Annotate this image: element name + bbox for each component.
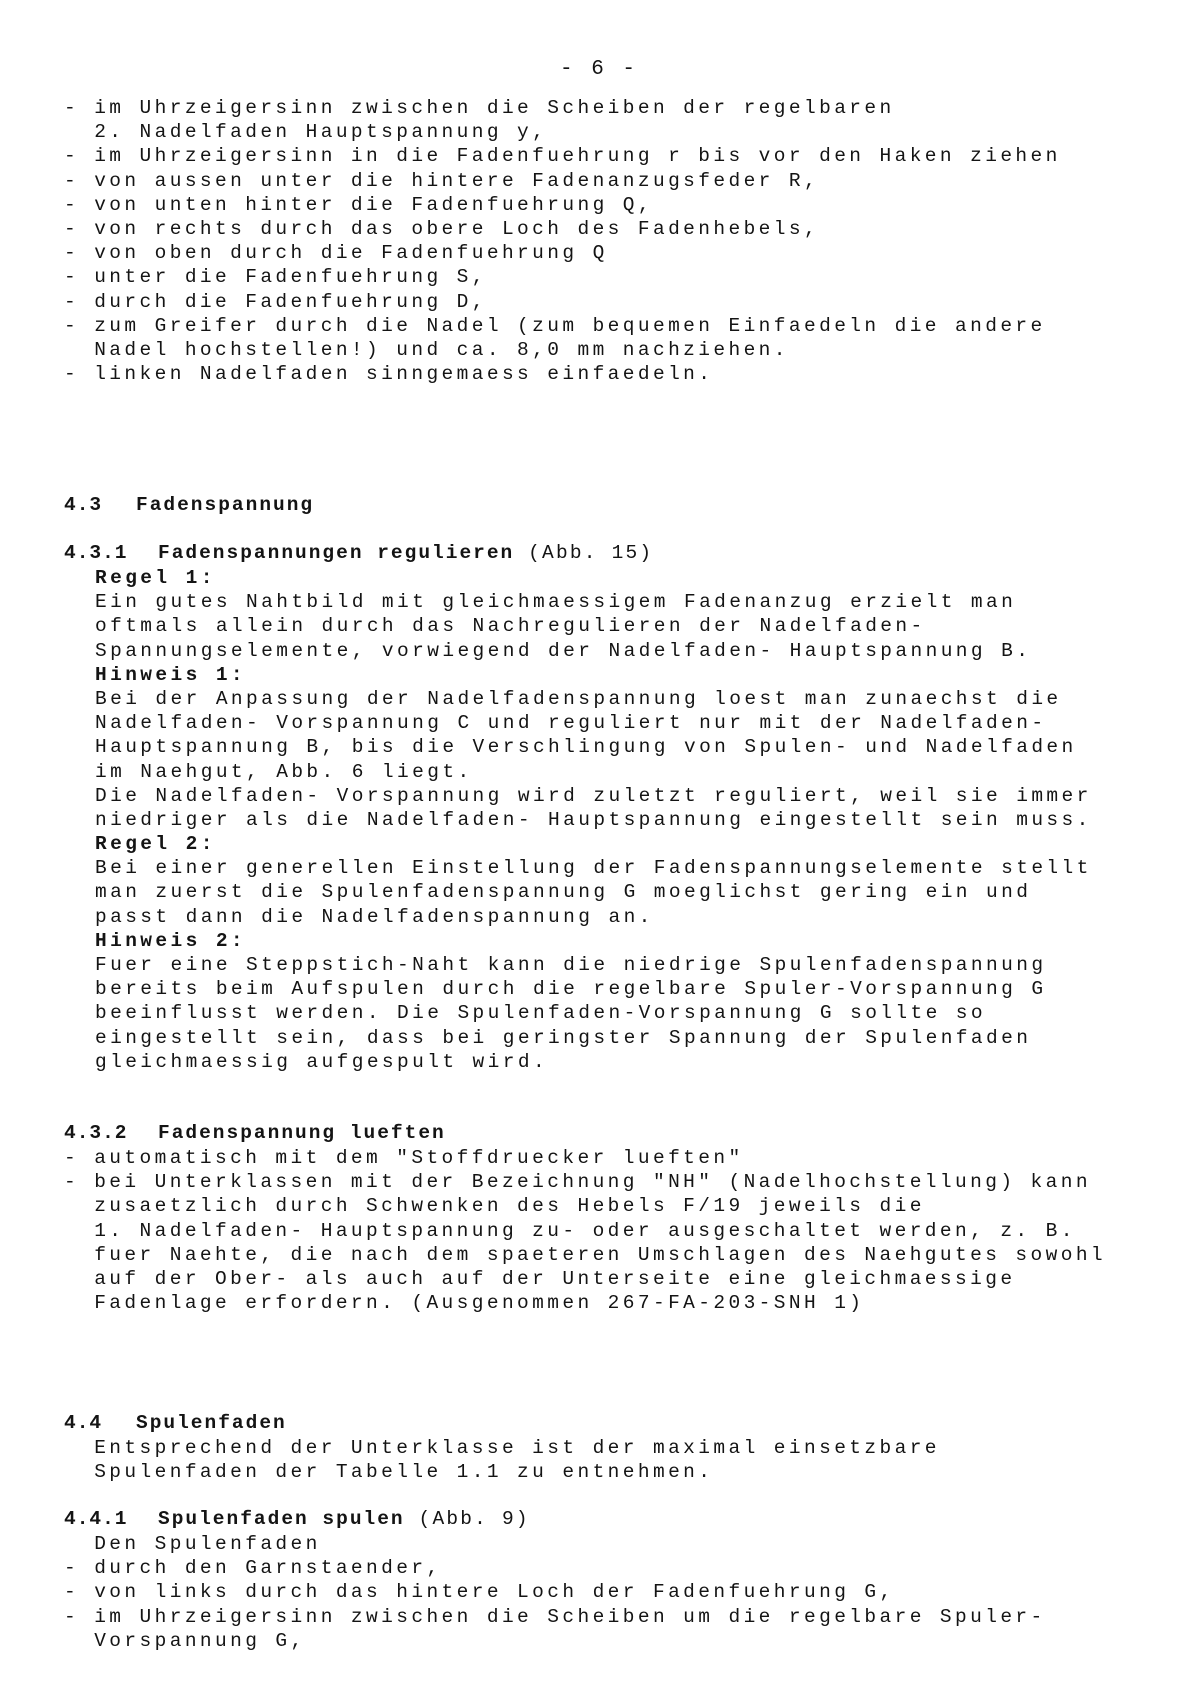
list-item: auf der Ober- als auch auf der Unterseite eine gleichmaessige	[64, 1267, 1016, 1290]
list-item: 2. Nadelfaden Hauptspannung y,	[64, 121, 548, 144]
section-heading	[64, 492, 1144, 518]
paragraph-line: Bei der Anpassung der Nadelfadenspannung loest man zunaechst die	[95, 687, 1062, 710]
paragraph-line: Die Nadelfaden- Vorspannung wird zuletzt reguliert, weil sie immer	[95, 784, 1092, 807]
paragraph-line: Ein gutes Nahtbild mit gleichmaessigem Fadenanzug erzielt man	[95, 591, 1017, 614]
figure-reference: (Abb. 9)	[404, 1508, 530, 1530]
section-4-3	[64, 492, 1144, 518]
list-item: Vorspannung G,	[64, 1629, 306, 1652]
list-item: - linken Nadelfaden sinngemaess einfaedeln.	[64, 363, 714, 386]
list-item: - bei Unterklassen mit der Bezeichnung "NH" (Nadelhochstellung) kann	[64, 1171, 1091, 1194]
page-number: - 6 -	[560, 58, 639, 81]
section-number: 4.3.1	[64, 542, 128, 564]
section-title: Fadenspannungen regulieren	[158, 542, 515, 564]
section-title: Fadenspannung	[136, 494, 315, 516]
paragraph-line: bereits beim Aufspulen durch die regelbare Spuler-Vorspannung G	[95, 978, 1047, 1001]
paragraph-line: niedriger als die Nadelfaden- Hauptspannung eingestellt sein muss.	[95, 808, 1092, 831]
list-item: zusaetzlich durch Schwenken des Hebels F/19 jeweils die	[64, 1195, 925, 1218]
section-title: Spulenfaden spulen	[158, 1508, 405, 1530]
section-4-4	[64, 1410, 1144, 1484]
list-item: - im Uhrzeigersinn zwischen die Scheiben um die regelbare Spuler-	[64, 1605, 1046, 1628]
list-item: - von links durch das hintere Loch der Fadenfuehrung G,	[64, 1581, 895, 1604]
paragraph-line: Spulenfaden der Tabelle 1.1 zu entnehmen.	[64, 1461, 714, 1484]
paragraph-line: Fuer eine Steppstich-Naht kann die niedrige Spulenfadenspannung	[95, 954, 1047, 976]
list-item: - zum Greifer durch die Nadel (zum bequemen Einfaedeln die andere	[64, 314, 1046, 337]
note-1-label: Hinweis 1:	[95, 663, 247, 686]
rule-2-label: Regel 2:	[95, 833, 216, 856]
paragraph-line: passt dann die Nadelfadenspannung an.	[95, 905, 654, 928]
list-item: - durch die Fadenfuehrung D,	[64, 290, 487, 313]
list-item: Den Spulenfaden	[64, 1533, 321, 1555]
section-heading	[64, 1120, 1144, 1146]
paragraph-line: gleichmaessig aufgespult wird.	[95, 1050, 549, 1073]
list-item: - von aussen unter die hintere Fadenanzugsfeder R,	[64, 169, 820, 192]
paragraph-line: Entsprechend der Unterklasse ist der maximal einsetzbare	[64, 1437, 940, 1459]
paragraph-line: oftmals allein durch das Nachregulieren der Nadelfaden-	[95, 615, 926, 638]
section-4-3-2	[64, 1120, 1144, 1315]
paragraph-line: Nadelfaden- Vorspannung C und reguliert nur mit der Nadelfaden-	[95, 712, 1047, 735]
section-title: Spulenfaden	[136, 1412, 287, 1434]
list-item: 1. Nadelfaden- Hauptspannung zu- oder ausgeschaltet werden, z. B.	[64, 1219, 1076, 1242]
section-4-3-1	[64, 540, 1144, 1074]
threading-steps-list	[64, 96, 1144, 386]
paragraph-line: im Naehgut, Abb. 6 liegt.	[95, 760, 473, 783]
note-2-label: Hinweis 2:	[95, 929, 247, 952]
paragraph-line: beeinflusst werden. Die Spulenfaden-Vorspannung G sollte so	[95, 1002, 987, 1025]
section-number: 4.4	[64, 1412, 103, 1434]
list-item: - durch den Garnstaender,	[64, 1557, 442, 1580]
paragraph-line: eingestellt sein, dass bei geringster Spannung der Spulenfaden	[95, 1026, 1032, 1049]
section-heading	[64, 540, 1144, 566]
paragraph-line: Bei einer generellen Einstellung der Fadenspannungselemente stellt	[95, 857, 1092, 880]
paragraph-line: man zuerst die Spulenfadenspannung G moeglichst gering ein und	[95, 881, 1032, 904]
list-item: fuer Naehte, die nach dem spaeteren Umschlagen des Naehgutes sowohl	[64, 1243, 1107, 1266]
list-item: - von rechts durch das obere Loch des Fadenhebels,	[64, 217, 820, 240]
figure-reference: (Abb. 15)	[514, 542, 654, 564]
section-number: 4.4.1	[64, 1508, 128, 1530]
section-heading	[64, 1410, 1144, 1436]
section-4-4-1	[64, 1506, 1144, 1653]
list-item: - unter die Fadenfuehrung S,	[64, 266, 487, 289]
list-item: - im Uhrzeigersinn in die Fadenfuehrung r bis vor den Haken ziehen	[64, 145, 1061, 168]
list-item: - automatisch mit dem "Stoffdruecker lueften"	[64, 1147, 744, 1169]
list-item: - von unten hinter die Fadenfuehrung Q,	[64, 193, 653, 216]
section-heading	[64, 1506, 1144, 1532]
section-number: 4.3.2	[64, 1122, 128, 1144]
list-item: - von oben durch die Fadenfuehrung Q	[64, 242, 608, 265]
section-title: Fadenspannung lueften	[158, 1122, 446, 1144]
paragraph-line: Spannungselemente, vorwiegend der Nadelfaden- Hauptspannung B.	[95, 639, 1032, 662]
list-item: - im Uhrzeigersinn zwischen die Scheiben der regelbaren	[64, 97, 895, 119]
list-item: Nadel hochstellen!) und ca. 8,0 mm nachziehen.	[64, 338, 789, 361]
rule-1-label: Regel 1:	[95, 567, 216, 589]
list-item: Fadenlage erfordern. (Ausgenommen 267-FA-203-SNH 1)	[64, 1292, 865, 1315]
paragraph-line: Hauptspannung B, bis die Verschlingung von Spulen- und Nadelfaden	[95, 736, 1077, 759]
section-number: 4.3	[64, 494, 103, 516]
